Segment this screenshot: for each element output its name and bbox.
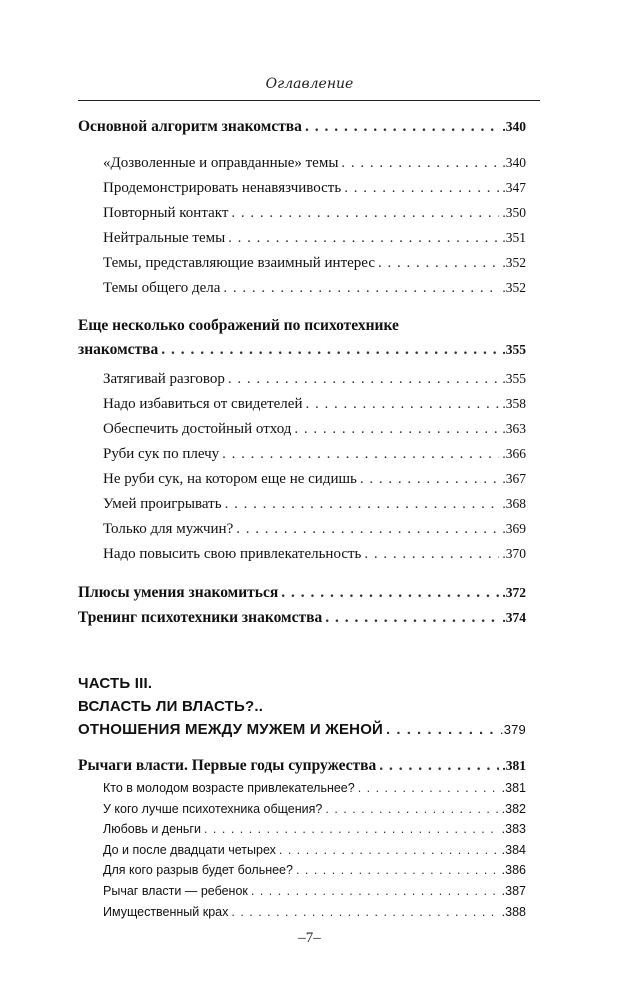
toc-entry-title: Для кого разрыв будет больнее? (103, 863, 293, 878)
leader-dots (223, 276, 499, 301)
leader-dots (325, 799, 498, 820)
toc-entry (78, 250, 526, 275)
toc-entry-title: Кто в молодом возрасте привлекательнее? (103, 781, 355, 795)
toc-entry (78, 200, 526, 225)
toc-entry (78, 860, 526, 881)
toc-entry-title: У кого лучше психотехника общения? (103, 801, 323, 816)
toc-entry (78, 778, 526, 799)
toc-entry-title: Любовь и деньги (103, 822, 201, 837)
toc-section-title: Плюсы умения знакомиться (78, 584, 279, 601)
toc-entry-title: Затягивай разговор (103, 371, 225, 387)
toc-page-number: .388 (501, 904, 526, 919)
toc-section (78, 114, 526, 139)
toc-entry (78, 441, 526, 466)
toc-page-number: .352 (502, 255, 526, 270)
leader-dots (305, 114, 499, 139)
leader-dots (231, 902, 498, 923)
leader-dots (305, 392, 499, 417)
toc-entry-title: Нейтральные темы (103, 230, 226, 246)
toc-entry-title: Продемонстрировать ненавязчивость (103, 180, 342, 196)
toc-section (78, 753, 526, 778)
toc-page-number: .383 (501, 822, 526, 837)
toc-entry-title: «Дозволенные и оправданные» темы (103, 155, 339, 171)
leader-dots (228, 367, 499, 392)
toc-entry (78, 902, 526, 923)
toc-page-number: .381 (501, 781, 526, 795)
leader-dots (341, 151, 499, 176)
part-subtitle: ОТНОШЕНИЯ МЕЖДУ МУЖЕМ И ЖЕНОЙ (78, 721, 384, 738)
toc-entry (78, 225, 526, 250)
toc-page-number: .386 (501, 863, 526, 878)
toc-entry-title: Надо повысить свою привлекательность (103, 546, 362, 562)
leader-dots (294, 417, 499, 442)
toc-entry (78, 416, 526, 441)
toc-entry (78, 391, 526, 416)
toc-page-number: .351 (502, 230, 526, 245)
toc-entry (78, 516, 526, 541)
leader-dots (358, 778, 499, 799)
toc-entry (78, 881, 526, 902)
toc-entry-title: Руби сук по плечу (103, 446, 220, 462)
toc-page-number: .369 (502, 521, 526, 536)
toc-entry (78, 466, 526, 491)
toc-section-title: Еще несколько соображений по психотехнике (78, 317, 399, 334)
toc-part-heading (78, 672, 526, 741)
toc-page-number: .387 (501, 883, 526, 898)
toc-entry-title: Только для мужчин? (103, 521, 234, 537)
leader-dots (251, 881, 499, 902)
toc-entry-title: Рычаг власти — ребенок (103, 883, 248, 898)
toc-page-number: .374 (502, 610, 526, 625)
toc-page-number: .370 (502, 546, 526, 561)
toc-entry-title: Имущественный крах (103, 904, 229, 919)
toc-page-number: .355 (502, 342, 526, 357)
leader-dots (364, 542, 499, 567)
toc-entry (78, 541, 526, 566)
leader-dots (281, 580, 499, 605)
leader-dots (204, 819, 499, 840)
leader-dots (231, 201, 499, 226)
toc-section-title: Рычаги власти. Первые годы супружества (78, 757, 377, 774)
toc-entry (78, 491, 526, 516)
toc-entry-title: Обеспечить достойный отход (103, 421, 292, 437)
toc-entry (78, 175, 526, 200)
leader-dots (279, 840, 499, 861)
toc-entry-title: Темы общего дела (103, 280, 221, 296)
toc-page-number: .367 (502, 471, 526, 486)
toc-page-number: .382 (501, 801, 526, 816)
part-title: ВСЛАСТЬ ЛИ ВЛАСТЬ?.. (78, 698, 264, 715)
page-number-folio: –7– (298, 930, 321, 946)
toc-page-number: .352 (502, 280, 526, 295)
leader-dots (379, 753, 499, 778)
leader-dots (222, 442, 499, 467)
leader-dots (360, 467, 500, 492)
toc-page-number: .368 (502, 496, 526, 511)
toc-section (78, 314, 526, 362)
toc-page-number: .379 (499, 722, 526, 737)
toc-entry (78, 819, 526, 840)
toc-section-title-cont: знакомства (78, 341, 159, 358)
header-rule (78, 100, 540, 101)
leader-dots (378, 251, 499, 276)
toc-page-number: .340 (502, 119, 526, 134)
toc-page-number: .381 (502, 758, 526, 773)
toc-section-title: Основной алгоритм знакомства (78, 118, 302, 135)
leader-dots (386, 718, 497, 741)
toc-page-number: .372 (502, 585, 526, 600)
toc-entry (78, 799, 526, 820)
toc-page-number: .358 (502, 396, 526, 411)
leader-dots (161, 338, 499, 362)
toc-entry (78, 150, 526, 175)
leader-dots (344, 176, 499, 201)
toc-entry (78, 366, 526, 391)
toc-page-number: .350 (502, 205, 526, 220)
toc-page-number: .384 (501, 842, 526, 857)
running-head: Оглавление (265, 76, 354, 92)
table-of-contents (78, 114, 526, 922)
toc-section-title: Тренинг психотехники знакомства (78, 609, 323, 626)
leader-dots (236, 517, 499, 542)
toc-page-number: .340 (502, 155, 526, 170)
toc-section (78, 605, 526, 630)
toc-section (78, 580, 526, 605)
toc-entry-title: Надо избавиться от свидетелей (103, 396, 303, 412)
toc-page-number: .347 (502, 180, 526, 195)
toc-entry-title: Темы, представляющие взаимный интерес (103, 255, 375, 271)
leader-dots (296, 860, 499, 881)
leader-dots (325, 605, 499, 630)
toc-entry-title: Не руби сук, на котором еще не сидишь (103, 471, 357, 487)
part-number: ЧАСТЬ III. (78, 675, 153, 692)
toc-page-number: .366 (502, 446, 526, 461)
toc-entry (78, 840, 526, 861)
toc-entry-title: Повторный контакт (103, 205, 229, 221)
leader-dots (225, 492, 500, 517)
toc-entry-title: До и после двадцати четырех (103, 842, 276, 857)
toc-entry (78, 275, 526, 300)
toc-page-number: .363 (502, 421, 526, 436)
leader-dots (228, 226, 499, 251)
toc-entry-title: Умей проигрывать (103, 496, 222, 512)
toc-page-number: .355 (502, 371, 526, 386)
